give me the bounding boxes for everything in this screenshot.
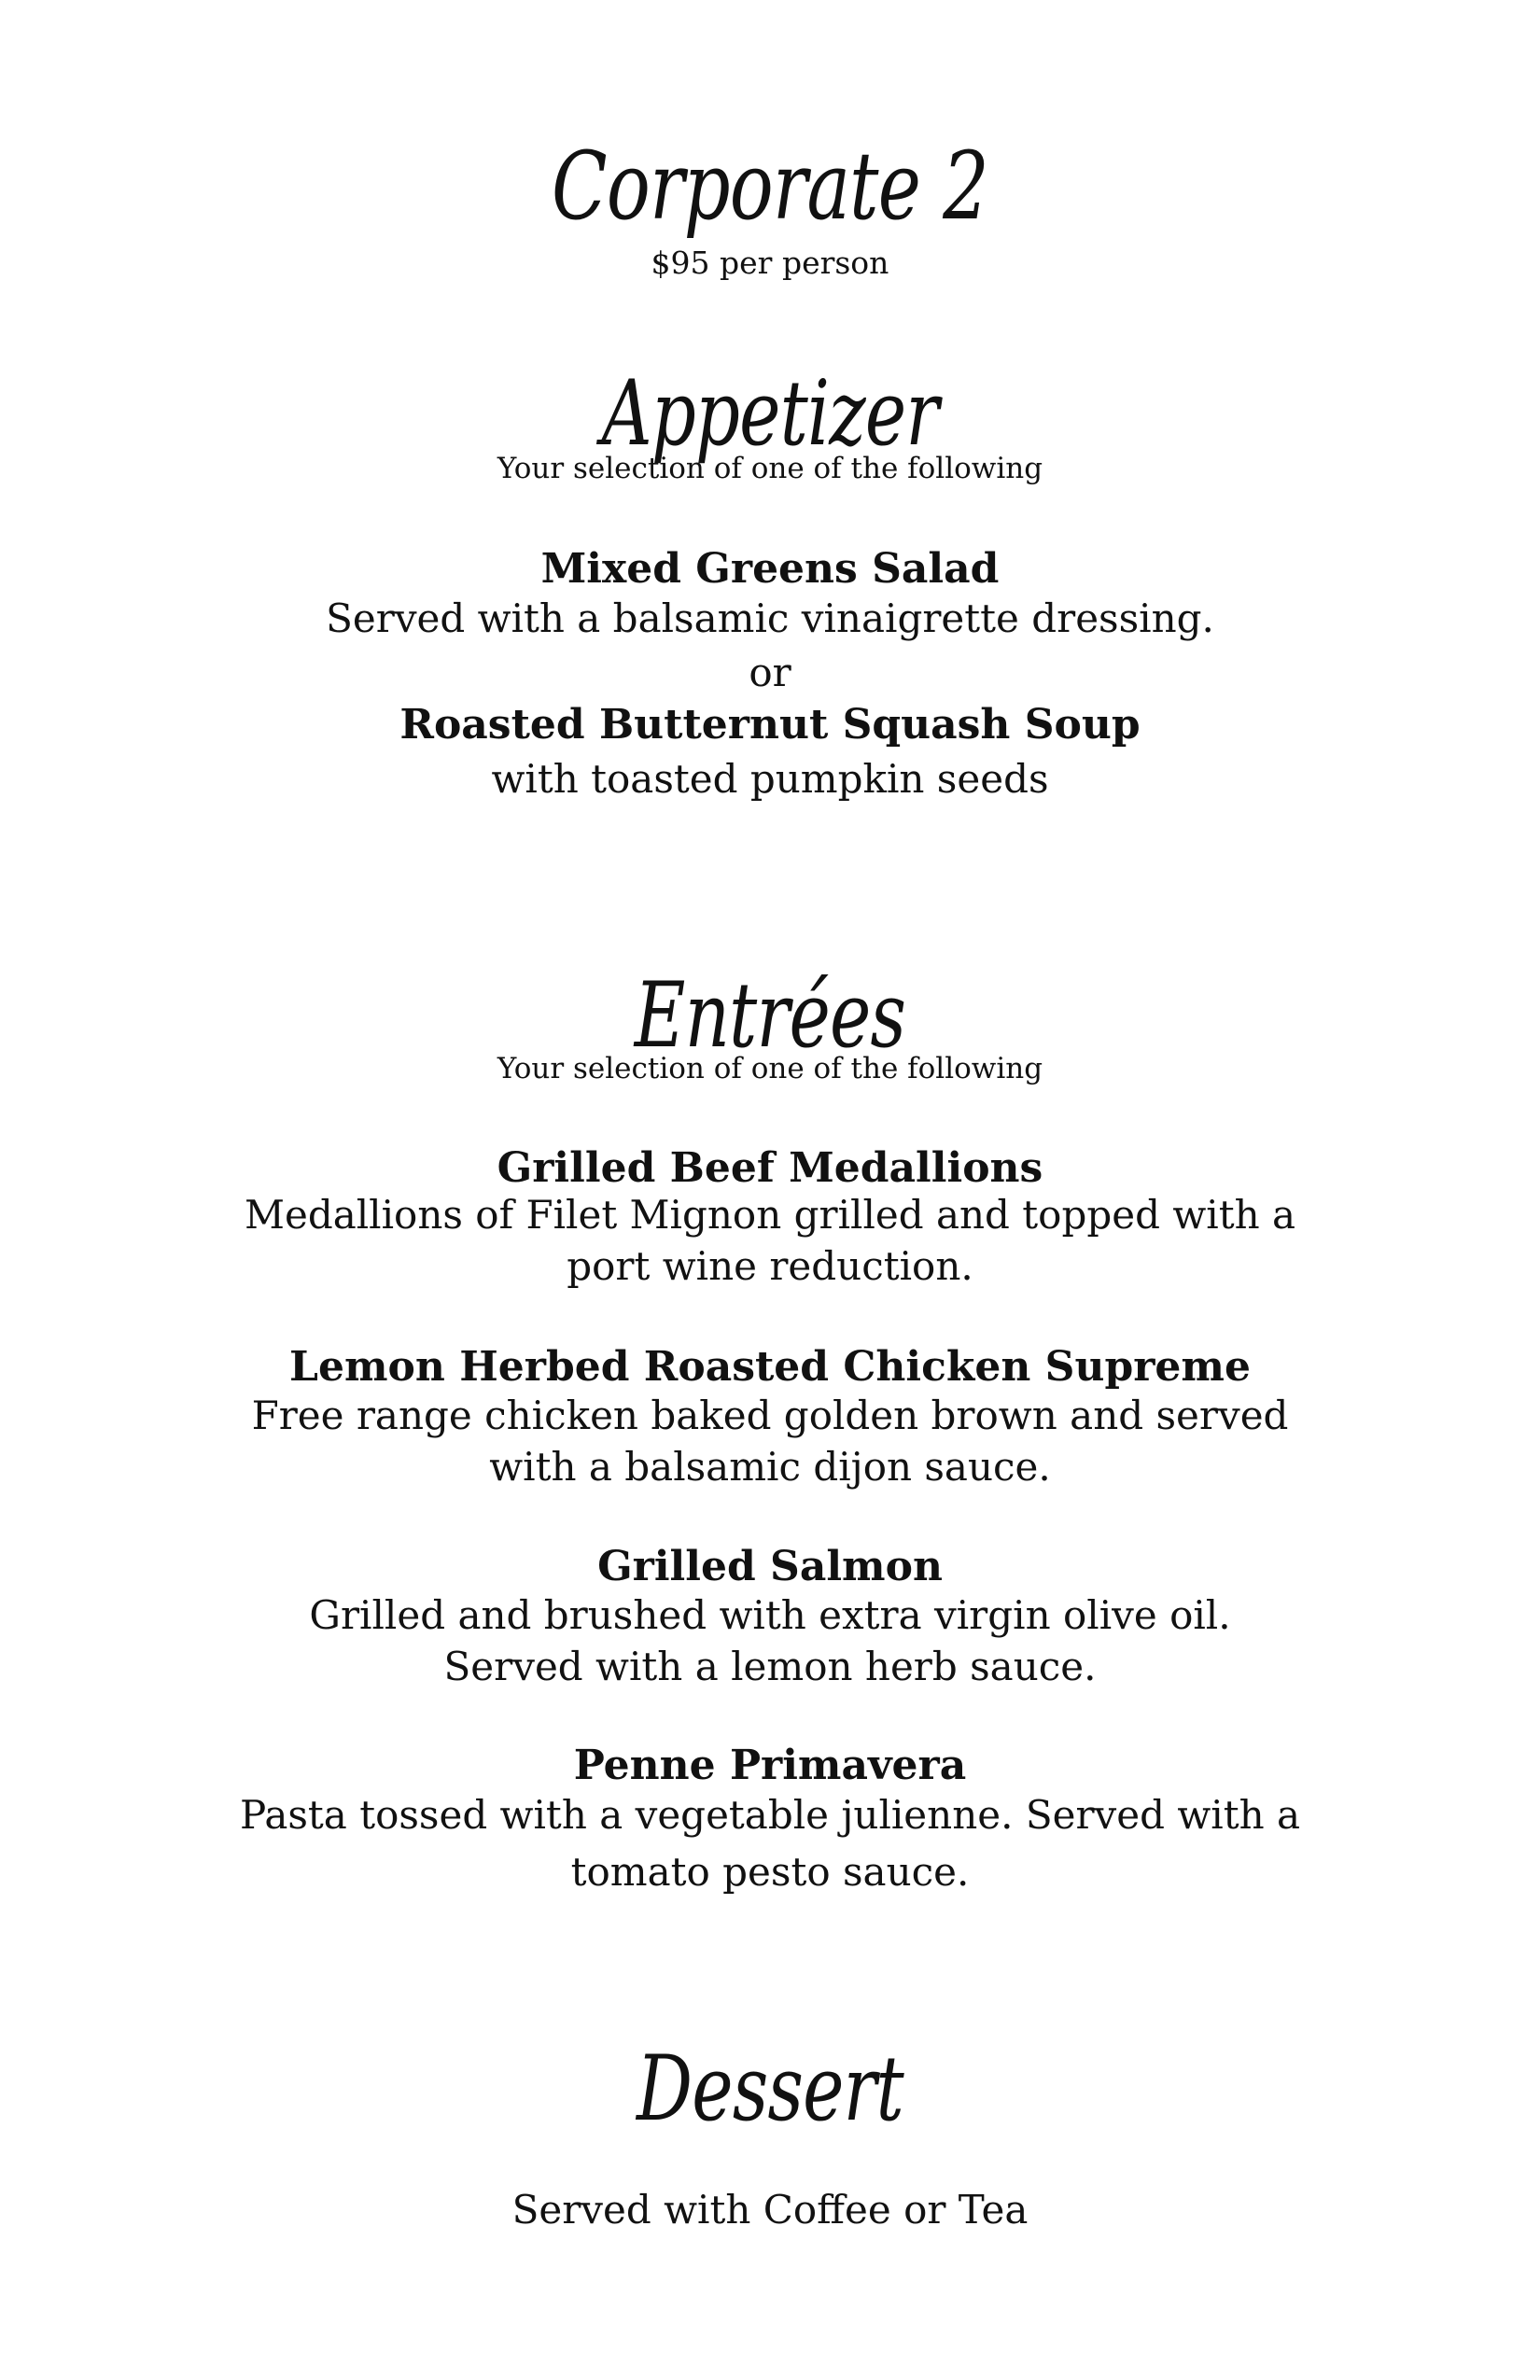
entree-item-name: Grilled Salmon [597,1543,943,1590]
appetizer-heading: Appetizer [601,361,939,466]
entree-item-description [0,1790,1540,1897]
appetizer-item-description: with toasted pumpkin seeds [491,756,1049,802]
entree-description-line: tomato pesto sauce. [570,1848,970,1895]
appetizer-subheading: Your selection of one of the following [497,452,1043,485]
entree-description-line: port wine reduction. [567,1242,973,1289]
menu-price: $95 per person [651,245,889,281]
entree-item-description [0,1391,1540,1492]
entree-item-description [0,1590,1540,1692]
appetizer-item-name: Roasted Butternut Squash Soup [399,701,1141,749]
appetizer-item-description: Served with a balsamic vinaigrette dressing. [326,595,1214,641]
entree-item-name: Lemon Herbed Roasted Chicken Supreme [289,1343,1251,1391]
entree-description-line: Pasta tossed with a vegetable julienne. Served with a [239,1792,1301,1838]
appetizer-item-name: Mixed Greens Salad [540,545,1000,593]
entree-description-line: Grilled and brushed with extra virgin olive oil. [309,1592,1231,1638]
dessert-heading: Dessert [637,2037,903,2141]
appetizer-separator: or [749,650,791,695]
entree-item-name: Penne Primavera [573,1742,967,1789]
dessert-note: Served with Coffee or Tea [511,2187,1029,2233]
entrees-heading: Entrées [634,963,906,1068]
menu-title: Corporate 2 [552,132,988,241]
entree-item-name: Grilled Beef Medallions [497,1144,1043,1192]
entree-description-line: Free range chicken baked golden brown and served [251,1393,1289,1438]
entree-description-line: with a balsamic dijon sauce. [489,1443,1051,1490]
entree-description-line: Served with a lemon herb sauce. [443,1643,1097,1689]
entrees-subheading: Your selection of one of the following [497,1052,1043,1085]
entree-description-line: Medallions of Filet Mignon grilled and topped with a [244,1192,1296,1238]
entree-item-description [0,1190,1540,1292]
